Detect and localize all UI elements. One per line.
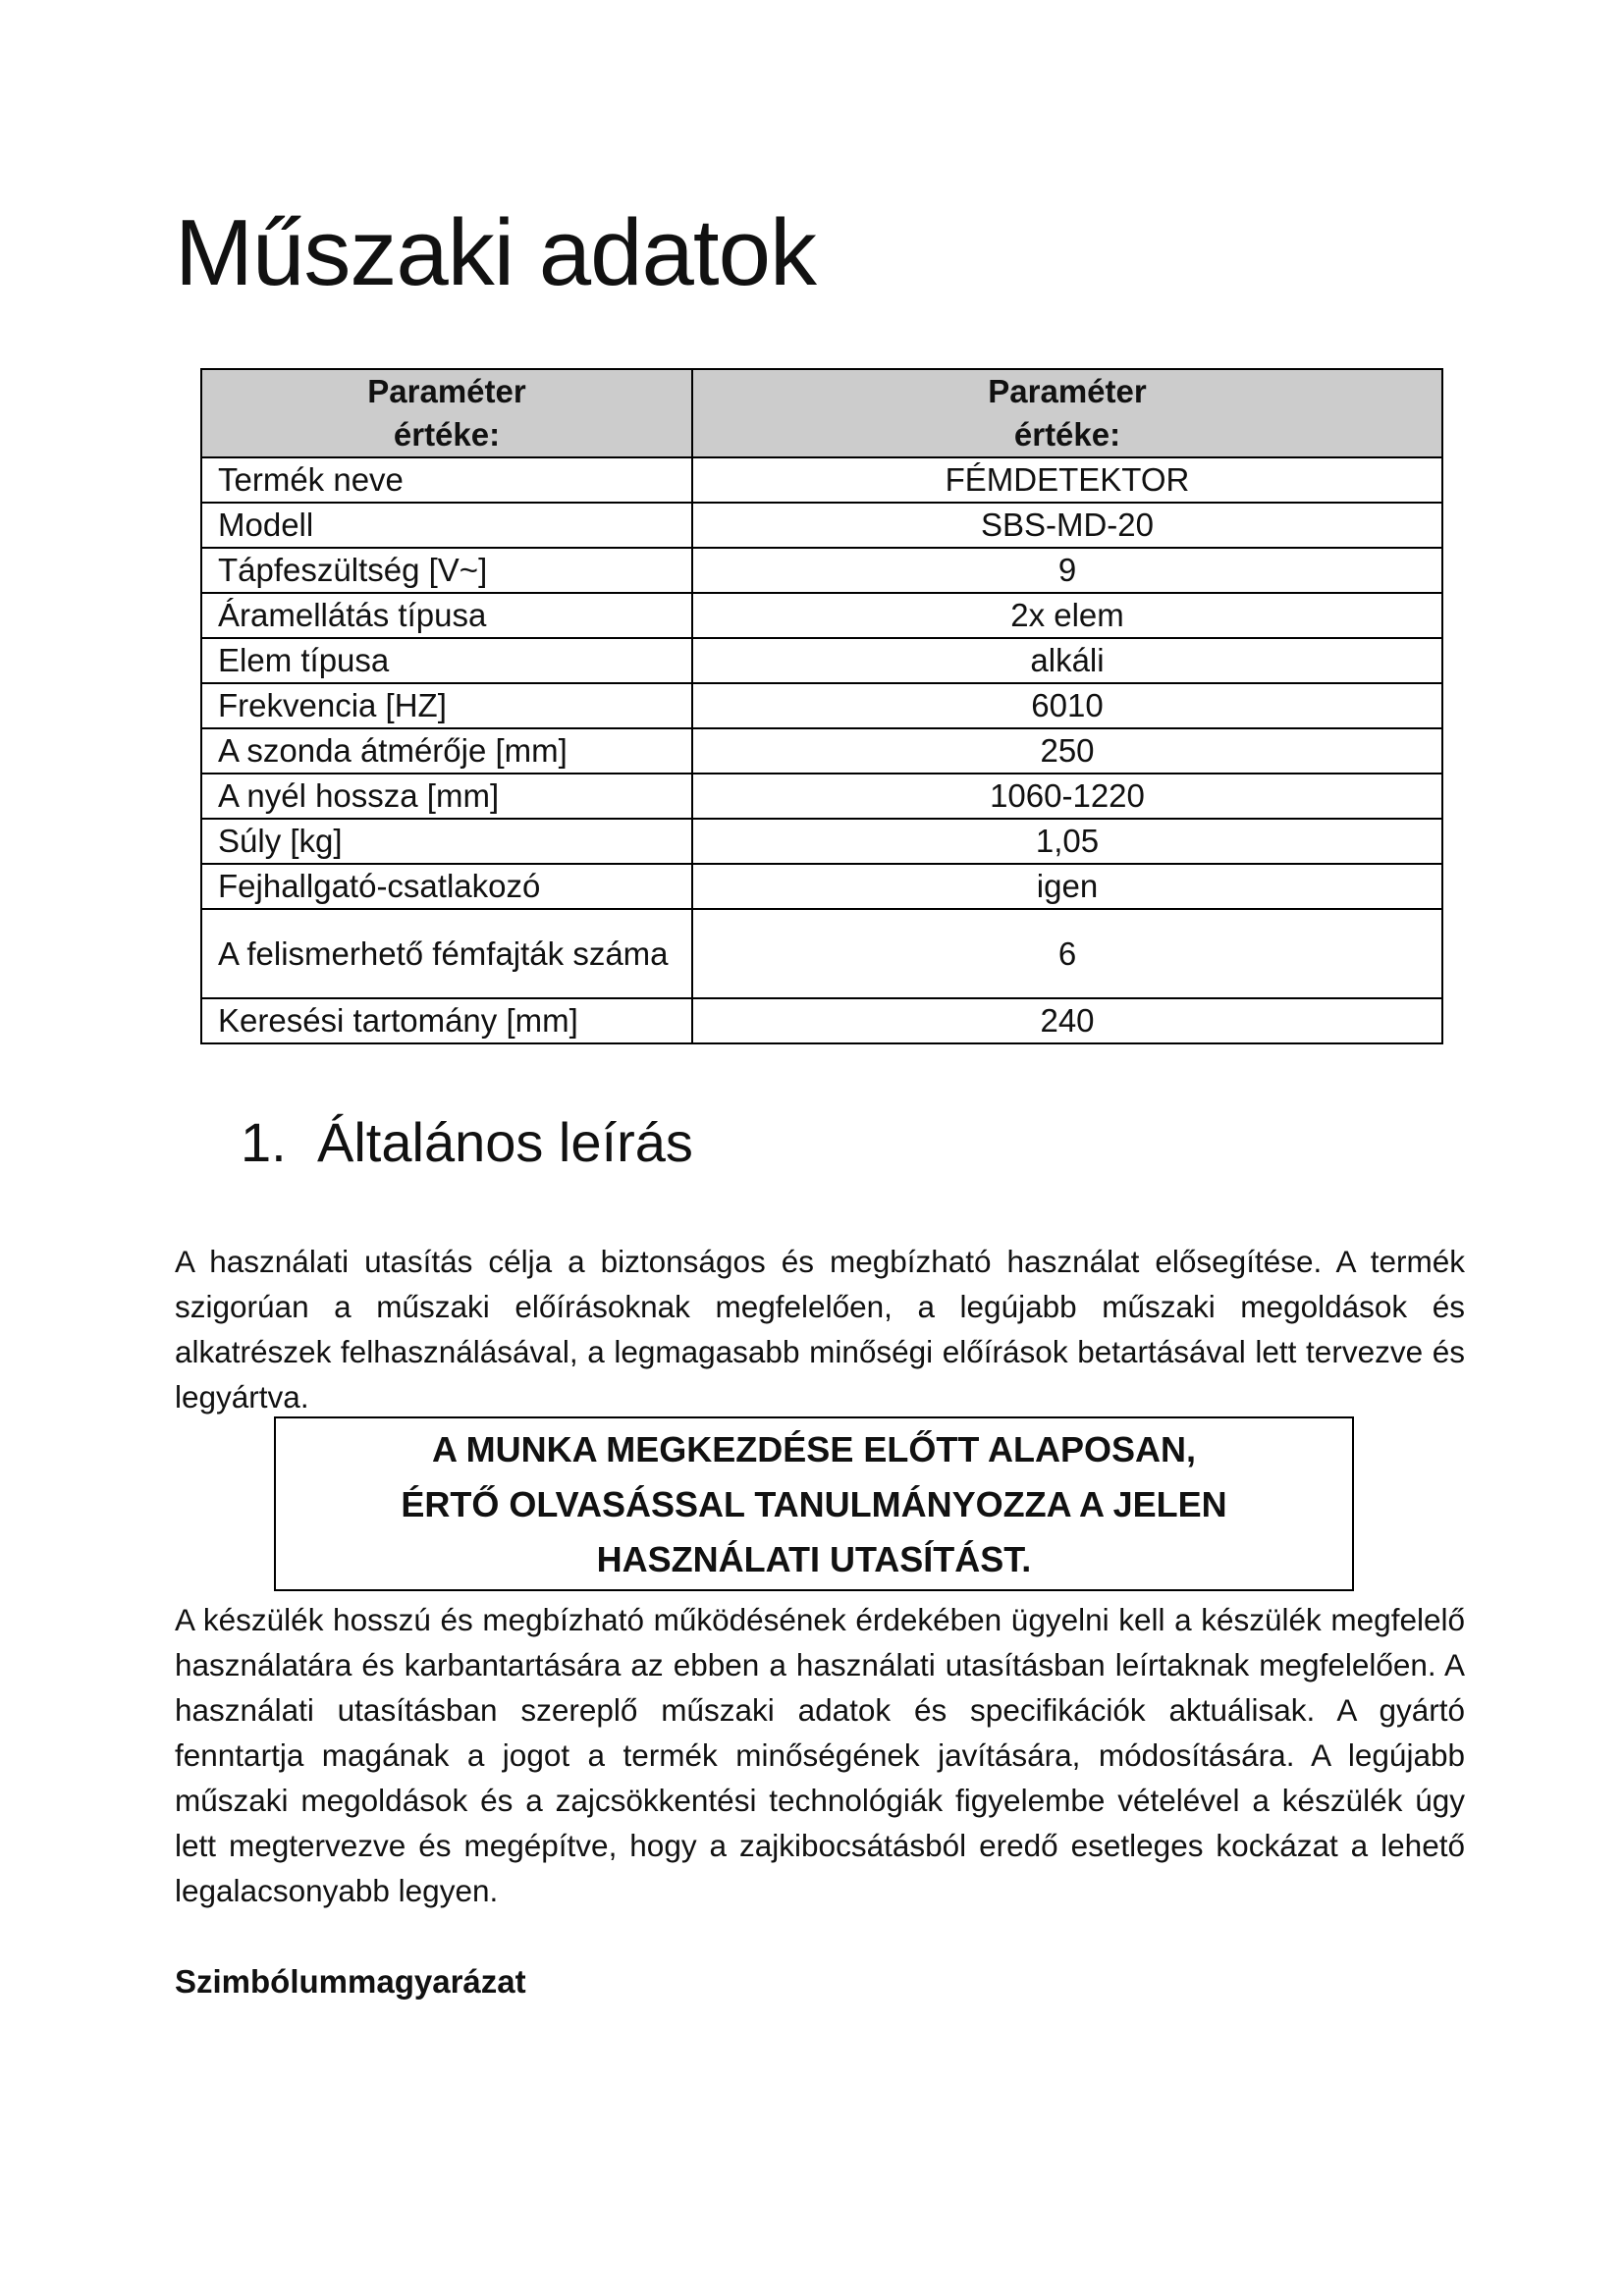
warning-line: A MUNKA MEGKEZDÉSE ELŐTT ALAPOSAN, bbox=[431, 1429, 1196, 1469]
param-value: 6010 bbox=[692, 683, 1442, 728]
section-title: Általános leírás bbox=[317, 1111, 693, 1173]
table-header-row bbox=[201, 369, 1442, 457]
table-row bbox=[201, 819, 1442, 864]
table-row bbox=[201, 457, 1442, 503]
param-value: alkáli bbox=[692, 638, 1442, 683]
param-value: 240 bbox=[692, 998, 1442, 1043]
header-value-line: Paraméter értéke: bbox=[988, 373, 1147, 453]
param-name: A szonda átmérője [mm] bbox=[201, 728, 692, 774]
section-number: 1. bbox=[241, 1111, 287, 1173]
param-value: FÉMDETEKTOR bbox=[692, 457, 1442, 503]
param-name: Keresési tartomány [mm] bbox=[201, 998, 692, 1043]
param-name: Fejhallgató-csatlakozó bbox=[201, 864, 692, 909]
table-row bbox=[201, 503, 1442, 548]
warning-line: HASZNÁLATI UTASÍTÁST. bbox=[596, 1539, 1032, 1579]
param-name: Frekvencia [HZ] bbox=[201, 683, 692, 728]
table-row bbox=[201, 728, 1442, 774]
param-name: Elem típusa bbox=[201, 638, 692, 683]
param-value: 1,05 bbox=[692, 819, 1442, 864]
param-value: SBS-MD-20 bbox=[692, 503, 1442, 548]
param-name: Áramellátás típusa bbox=[201, 593, 692, 638]
page-title: Műszaki adatok bbox=[175, 200, 816, 305]
table-row bbox=[201, 774, 1442, 819]
table-row bbox=[201, 909, 1442, 998]
param-value: 6 bbox=[692, 909, 1442, 998]
table-row bbox=[201, 998, 1442, 1043]
table-row bbox=[201, 683, 1442, 728]
param-name: Modell bbox=[201, 503, 692, 548]
table-header-param bbox=[201, 369, 692, 457]
table-row bbox=[201, 638, 1442, 683]
intro-paragraph: A használati utasítás célja a biztonságos és megbízható használat elősegítése. A termék szigorúan a műszaki előírásoknak megfelelően, a legújabb műszaki megoldások és alkatrészek felhasználásával, a legmagasabb minőségi előírások betartásával lett tervezve és legyártva. bbox=[175, 1244, 1465, 1415]
param-name: Súly [kg] bbox=[201, 819, 692, 864]
table-header-value bbox=[692, 369, 1442, 457]
table-row bbox=[201, 864, 1442, 909]
param-name: Tápfeszültség [V~] bbox=[201, 548, 692, 593]
param-name: Termék neve bbox=[201, 457, 692, 503]
section-heading bbox=[241, 1109, 693, 1175]
param-value: igen bbox=[692, 864, 1442, 909]
symbols-heading: Szimbólummagyarázat bbox=[175, 1963, 526, 2000]
param-value: 1060-1220 bbox=[692, 774, 1442, 819]
param-value: 2x elem bbox=[692, 593, 1442, 638]
spec-table bbox=[200, 368, 1443, 1044]
header-param-line: Paraméter értéke: bbox=[367, 373, 526, 453]
param-name: A nyél hossza [mm] bbox=[201, 774, 692, 819]
param-name: A felismerhető fémfajták száma bbox=[201, 909, 692, 998]
details-paragraph: A készülék hosszú és megbízható működésének érdekében ügyelni kell a készülék megfelelő használatára és karbantartására az ebben a használati utasításban leírtaknak megfelelően. A használati utasításban szereplő műszaki adatok és specifikációk aktuálisak. A gyártó fenntartja magának a jogot a termék minőségének javítására, módosítására. A legújabb műszaki megoldások és a zajcsökkentési technológiák figyelembe vételével a készülék úgy lett megtervezve és megépítve, hogy a zajkibocsátásból eredő esetleges kockázat a lehető legalacsonyabb legyen. bbox=[175, 1602, 1465, 1908]
param-value: 250 bbox=[692, 728, 1442, 774]
param-value: 9 bbox=[692, 548, 1442, 593]
warning-box bbox=[274, 1416, 1354, 1591]
warning-line: ÉRTŐ OLVASÁSSAL TANULMÁNYOZZA A JELEN bbox=[401, 1484, 1227, 1524]
table-row bbox=[201, 548, 1442, 593]
table-row bbox=[201, 593, 1442, 638]
